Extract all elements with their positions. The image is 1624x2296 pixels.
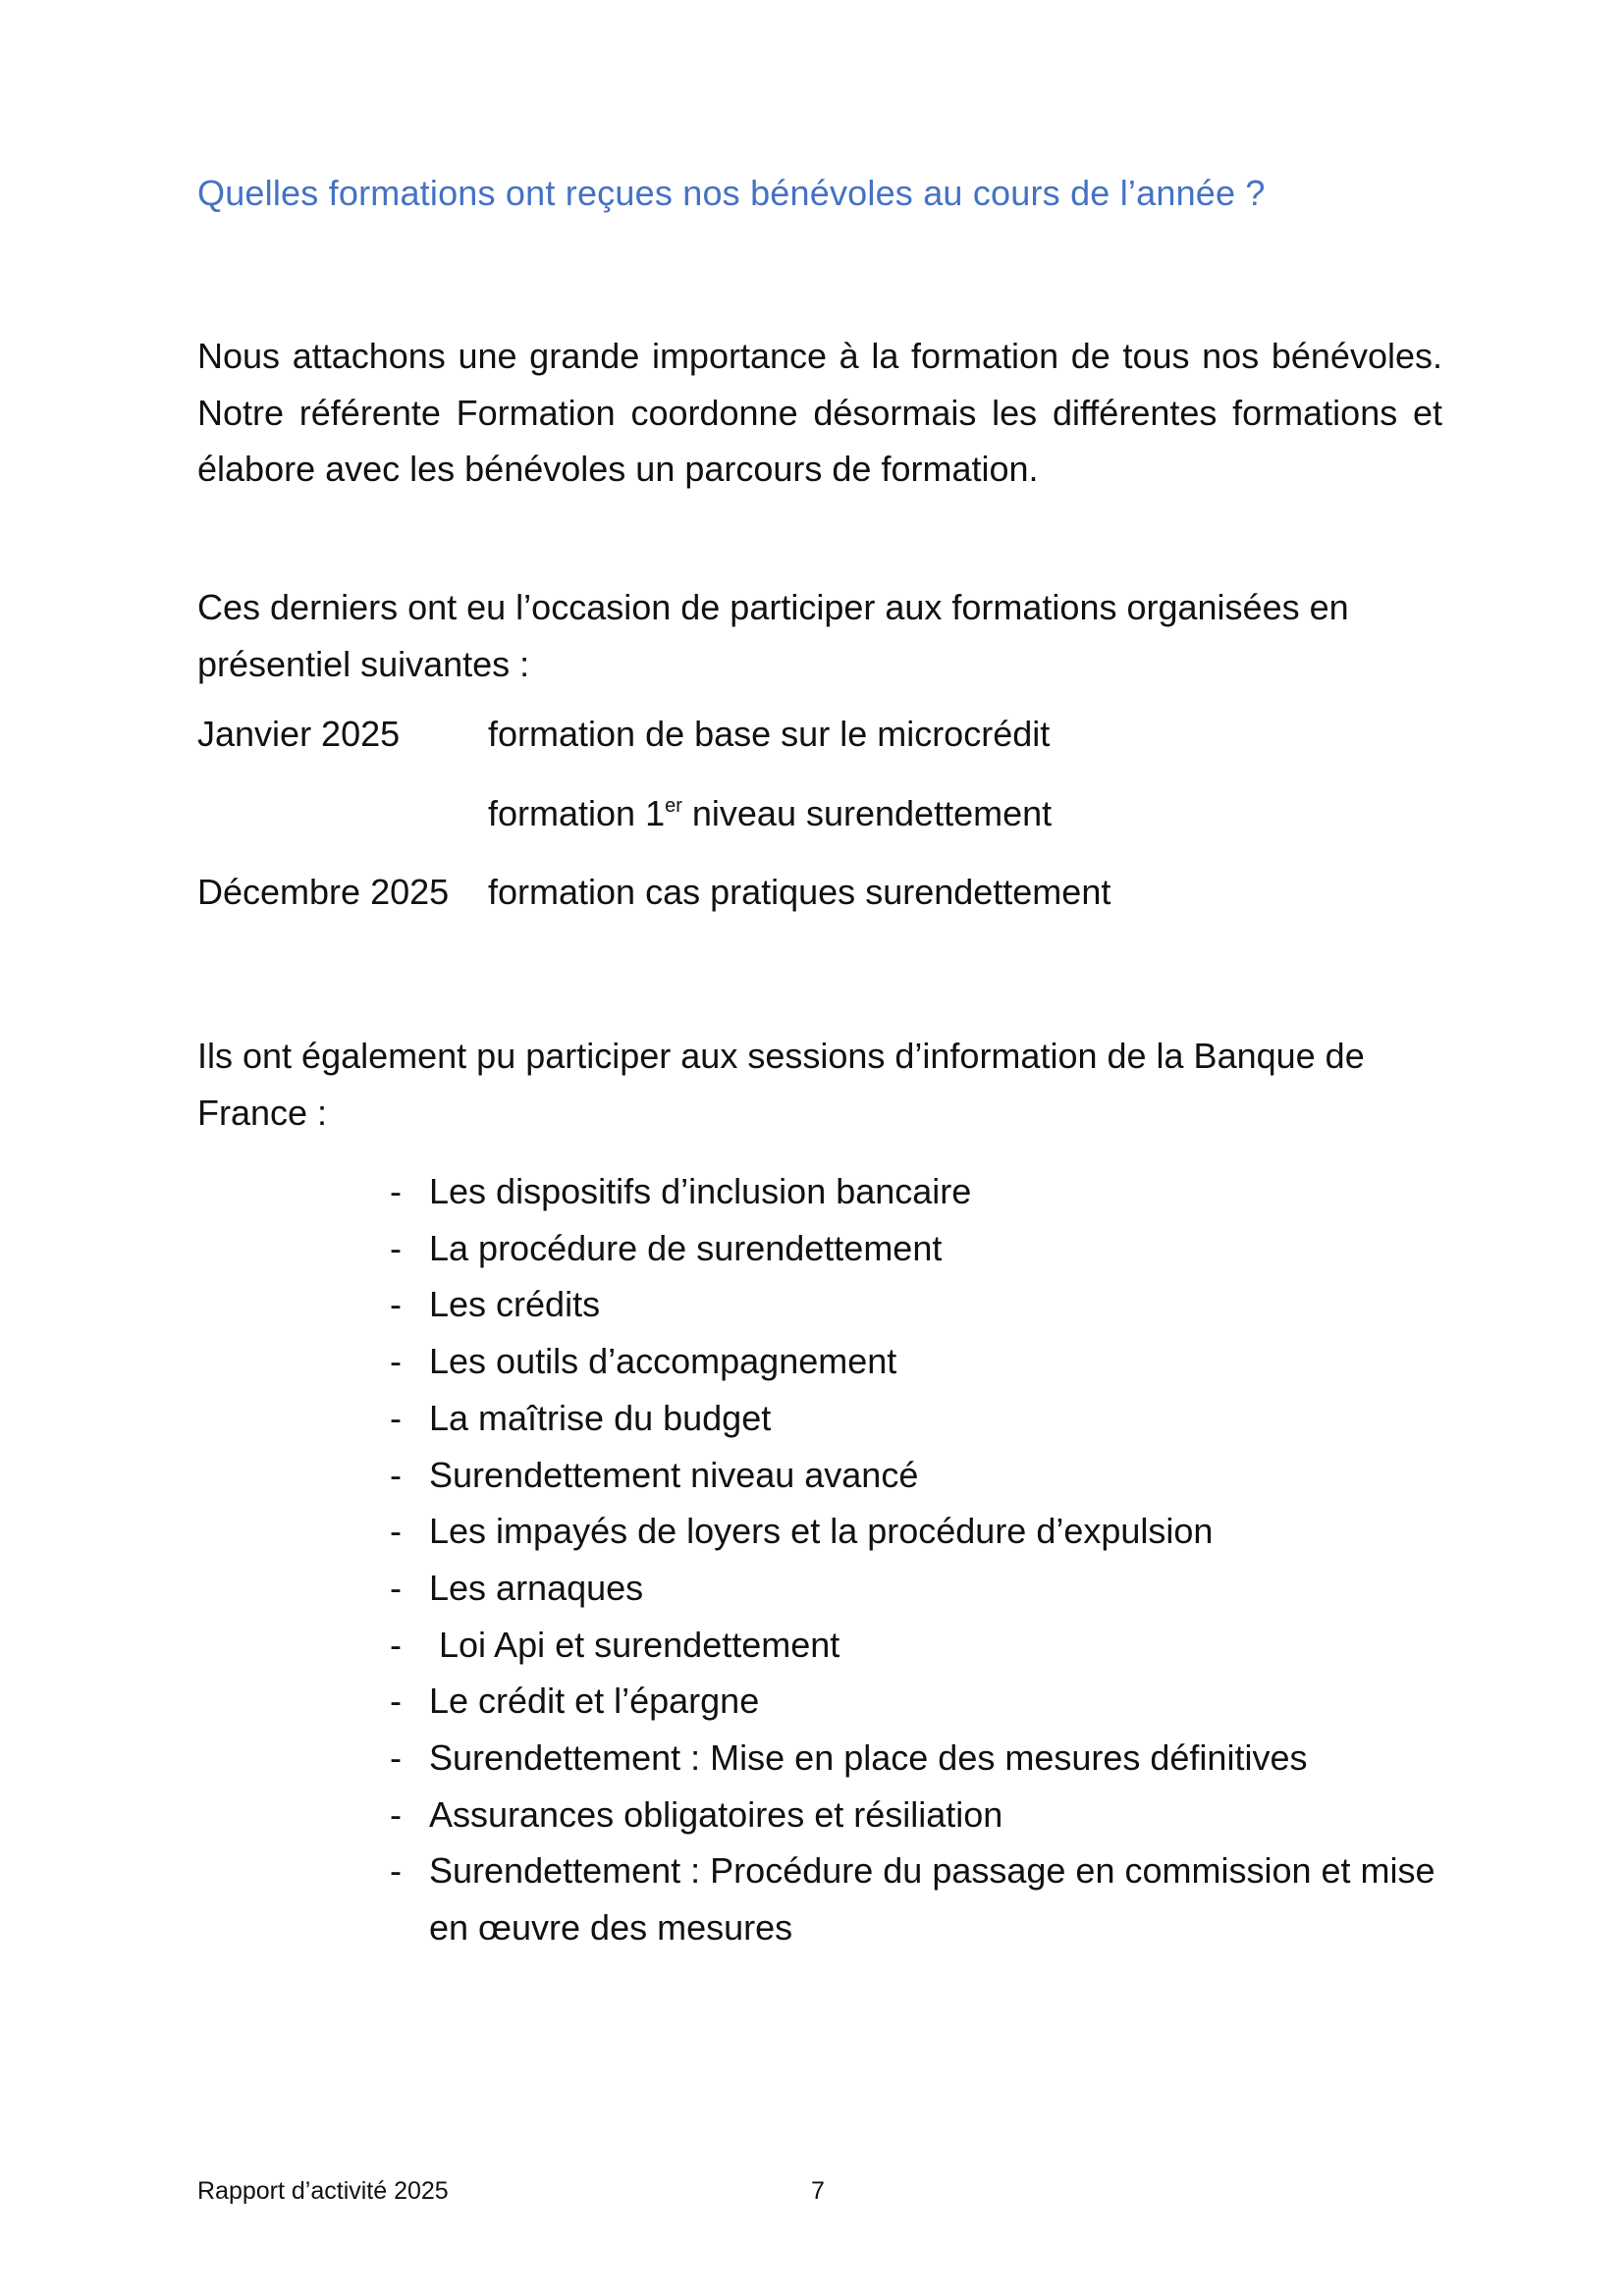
section-heading: Quelles formations ont reçues nos bénévoles au cours de l’année ? [197,173,1266,213]
list-item-text: Surendettement niveau avancé [429,1454,919,1495]
list-item [390,1220,1450,1277]
dash-bullet: - [390,1567,402,1608]
list-item-text: Les outils d’accompagnement [429,1341,897,1382]
list-item [390,1276,1450,1333]
list-item-text: La maîtrise du budget [429,1397,772,1438]
dash-bullet: - [390,1850,402,1892]
list-item [390,1673,1450,1730]
training-date: Janvier 2025 [197,714,401,754]
dash-bullet: - [390,1171,402,1211]
list-item [390,1447,1450,1504]
dash-bullet: - [390,1511,402,1552]
training-row [197,714,1050,755]
presentiel-paragraph: Ces derniers ont eu l’occasion de participer aux formations organisées en présentiel suivantes : [197,587,1349,684]
training-row [197,793,1052,834]
list-item [390,1333,1450,1390]
list-item-text: Loi Api et surendettement [429,1624,840,1665]
dash-bullet: - [390,1454,402,1495]
dash-bullet: - [390,1793,402,1835]
list-item [390,1503,1450,1560]
list-item [390,1842,1450,1955]
list-item-text: Les impayés de loyers et la procédure d’expulsion [429,1511,1214,1552]
list-item [390,1730,1450,1787]
dash-bullet: - [390,1397,402,1438]
page-number: 7 [811,2177,825,2205]
list-item-text: Assurances obligatoires et résiliation [429,1793,1003,1835]
dash-bullet: - [390,1737,402,1779]
training-date: Décembre 2025 [197,872,450,912]
banque-de-france-paragraph: Ils ont également pu participer aux sessions d’information de la Banque de France : [197,1036,1365,1133]
dash-bullet: - [390,1681,402,1722]
list-item-text: Les crédits [429,1284,601,1325]
list-item [390,1617,1450,1674]
info-sessions-list [390,1163,1450,1956]
list-item-text: Surendettement : Procédure du passage en commission et mise en œuvre des mesures [429,1850,1435,1949]
list-item [390,1787,1450,1843]
list-item-text: La procédure de surendettement [429,1227,943,1268]
list-item-text: Le crédit et l’épargne [429,1681,760,1722]
training-label-suffix: niveau surendettement [681,793,1053,833]
list-item [390,1560,1450,1617]
dash-bullet: - [390,1624,402,1665]
dash-bullet: - [390,1227,402,1268]
list-item-text: Les arnaques [429,1567,644,1608]
training-label: formation cas pratiques surendettement [488,872,1111,912]
ordinal-superscript: er [665,795,682,817]
list-item-text: Surendettement : Mise en place des mesures définitives [429,1737,1308,1779]
training-label: formation de base sur le microcrédit [488,714,1051,754]
training-row [197,872,1110,913]
intro-paragraph: Nous attachons une grande importance à la formation de tous nos bénévoles. Notre référente Formation coordonne désormais les différentes formations et élabore avec les bénévoles un parcours de formation. [197,336,1442,489]
list-item [390,1163,1450,1220]
list-item-text: Les dispositifs d’inclusion bancaire [429,1171,972,1211]
list-item [390,1390,1450,1447]
footer-title: Rapport d’activité 2025 [197,2177,449,2205]
dash-bullet: - [390,1284,402,1325]
training-label-prefix: formation 1 [488,793,666,833]
dash-bullet: - [390,1341,402,1382]
